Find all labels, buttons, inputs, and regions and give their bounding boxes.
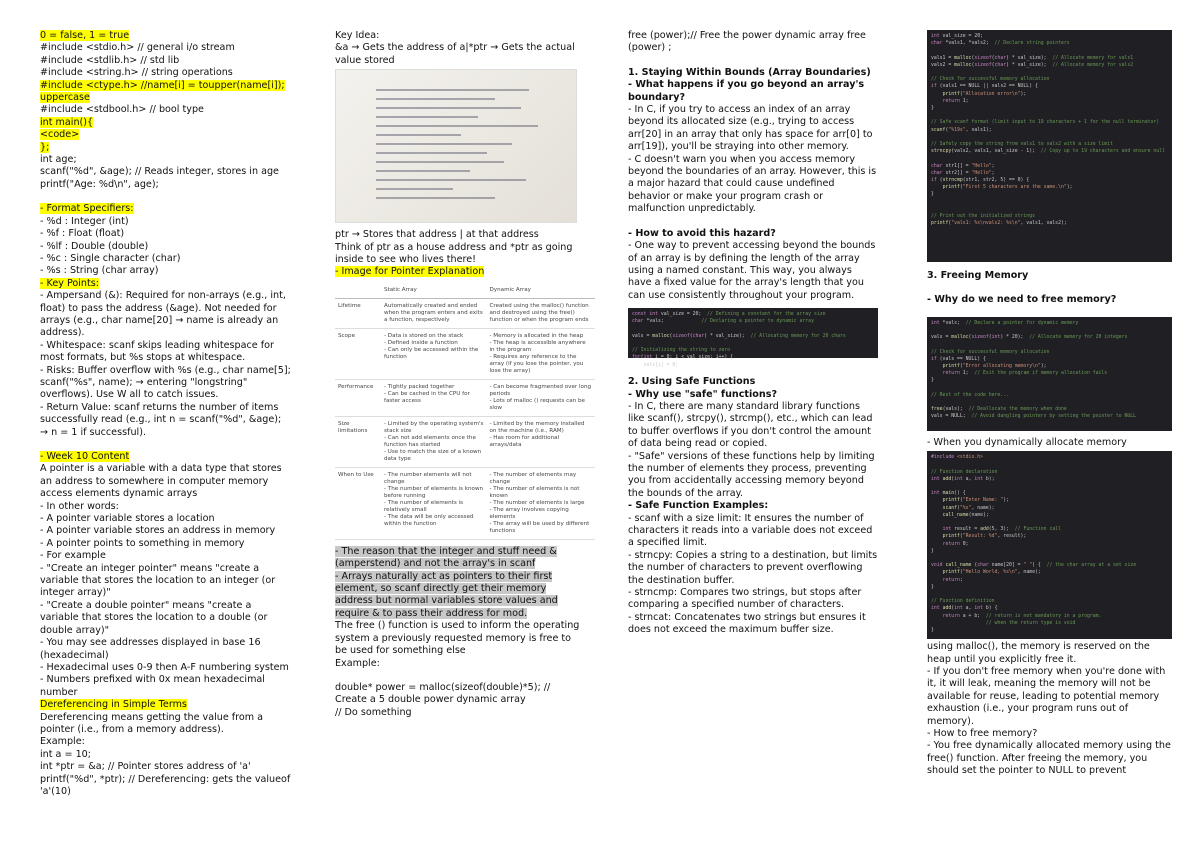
text-span: using malloc(), the memory is reserved on the heap until you explicitly free it. <box>927 641 1150 665</box>
text-span: - A pointer variable stores an address in memory <box>40 525 276 537</box>
text-span: Dereferencing means getting the value from a pointer (i.e., from a memory address). <box>40 711 264 735</box>
text-line <box>40 600 292 637</box>
text-span: int *ptr = &a; // Pointer stores address of 'a' <box>40 761 251 773</box>
text-span: - %lf : Double (double) <box>40 240 149 252</box>
text-span: - Key Points: <box>40 277 100 289</box>
text-line <box>335 571 580 621</box>
text-line <box>927 641 1172 666</box>
text-line <box>628 500 878 512</box>
text-line <box>40 154 292 166</box>
table-header-cell <box>335 283 381 299</box>
text-line <box>335 620 580 657</box>
text-line <box>335 266 580 278</box>
text-line <box>335 242 580 267</box>
code-snippet-free-memory: int *vals; // Declare a pointer for dynamic memory vals = malloc(sizeof(int) * 20); // Allocate memory for 20 integers // Check for successful memory allocation if (vals == NULL) { printf("Error allocating memory\n"); return 1; // Exit the program if memory allocation fails } // Rest of the code here... free(vals); // Deallocate the memory when done vals = NULL; // Avoid dangling pointers by setting the pointer to NULL <box>927 317 1172 431</box>
text-span: - What happens if you go beyond an array's boundary? <box>628 79 865 103</box>
text-span: 0 = false, 1 = true <box>40 30 130 41</box>
text-line <box>40 563 292 600</box>
text-line <box>927 740 1172 777</box>
text-span: ptr → Stores that address | at that address <box>335 229 539 241</box>
text-span: - In C, if you try to access an index of an array beyond its allocated size (e.g., trying to access arr[20] in an array that only has space for arr[0] to arr[19]), you'll be straying into other memory. <box>628 104 873 153</box>
text-span: - "Create an integer pointer" means "create a variable that stores the location to an integer (or integer array)" <box>40 562 276 599</box>
code-snippet-bounds: const int val_size = 20; // Defining a constant for the array size char *vals; // Declaring a pointer to dynamic array vals = malloc(sizeof(char) * val_size); // Allocating memory for 20 chars // Initializing the string to zero for(int i = 0; i < val_size; i++) { vals[i] = 0; <box>628 308 878 358</box>
text-span: - Format Specifiers: <box>40 203 134 215</box>
text-span: - When you dynamically allocate memory <box>927 436 1127 448</box>
table-cell: - The number of elements may change - The number of elements is not known - The number of elements is large - The array involves copying elements - The array will be used by different functions <box>486 467 595 539</box>
table-row <box>335 467 595 539</box>
text-span: - Hexadecimal uses 0-9 then A-F numbering system <box>40 661 289 673</box>
text-span: - %f : Float (float) <box>40 228 125 240</box>
text-span: - Image for Pointer Explanation <box>335 266 485 278</box>
text-span: #include <stdlib.h> // std lib <box>40 54 180 66</box>
text-line <box>335 682 580 707</box>
text-span: - If you don't free memory when you're done with it, it will leak, meaning the memory will not be available for reuse, leading to potential memory exhaustion (i.e., your program runs out of memory). <box>927 666 1166 727</box>
text-line <box>40 774 292 799</box>
pointer-notes-photo <box>335 69 577 223</box>
text-span: #include <string.h> // string operations <box>40 67 233 79</box>
text-line <box>628 612 878 637</box>
text-line <box>40 439 292 451</box>
text-span: - You free dynamically allocated memory using the free() function. After freeing the memory, you should set the pointer to NULL to prevent <box>927 740 1171 777</box>
handwriting-scribble <box>376 82 546 212</box>
text-line <box>40 501 292 513</box>
table-row <box>335 416 595 467</box>
text-line <box>335 229 580 241</box>
text-span: #include <ctype.h> //name[i] = toupper(name[i]); uppercase <box>40 79 285 104</box>
text-line <box>335 42 580 67</box>
text-line <box>628 587 878 612</box>
table-cell: - Tightly packed together - Can be cached in the CPU for faster access <box>381 379 486 416</box>
text-span: int age; <box>40 154 77 166</box>
table-cell: Scope <box>335 328 381 379</box>
table-row <box>335 379 595 416</box>
text-line <box>40 55 292 67</box>
text-span: - For example <box>40 550 106 562</box>
text-span: - Why use "safe" functions? <box>628 388 778 400</box>
text-line <box>335 546 580 571</box>
table-cell: - The number elements will not change - The number of elements is known before running - The number of elements is relatively small - The data will be only accessed within the function <box>381 467 486 539</box>
text-span: - How to avoid this hazard? <box>628 227 776 239</box>
text-span: - Return Value: scanf returns the number of items successfully read (e.g., int n = scanf("%d", &age); → n = 1 if successful). <box>40 401 282 438</box>
text-line <box>40 129 292 141</box>
text-line <box>40 80 292 105</box>
text-span: - %d : Integer (int) <box>40 215 129 227</box>
table-row <box>335 298 595 328</box>
text-line <box>40 42 292 54</box>
col2-after-table <box>335 546 580 719</box>
text-span: scanf("%d", &age); // Reads integer, stores in age <box>40 166 279 178</box>
text-span: A pointer is a variable with a data type that stores an address to somewhere in computer memory access elements dynamic arrays <box>40 463 282 500</box>
text-span: #include <stdio.h> // general i/o stream <box>40 42 235 54</box>
text-span: - Numbers prefixed with 0x mean hexadecimal number <box>40 674 265 698</box>
table-cell: - Limited by the operating system's stack size - Can not add elements once the function has started - Use to match the size of a known data type <box>381 416 486 467</box>
text-line <box>40 265 292 277</box>
text-span: The free () function is used to inform the operating system a previously requested memory is free to be used for something else <box>335 620 580 657</box>
text-span: - A pointer points to something in memory <box>40 537 245 549</box>
text-line <box>628 79 878 104</box>
text-line <box>40 203 292 215</box>
table-cell: - Can become fragmented over long periods - Lots of malloc () requests can be slow <box>486 379 595 416</box>
text-span: - strncat: Concatenates two strings but ensures it does not exceed the maximum buffer size. <box>628 611 866 636</box>
text-line <box>628 389 878 401</box>
column-2 <box>335 30 592 719</box>
text-line <box>628 67 878 79</box>
text-span: - Week 10 Content <box>40 451 130 462</box>
text-line <box>40 191 292 203</box>
col2-after-photo <box>335 229 580 279</box>
table-cell: Created using the malloc() function and destroyed using the free() function or when the program ends <box>486 298 595 328</box>
text-span: // Do something <box>335 706 412 718</box>
text-span: <code> <box>40 129 80 141</box>
text-span: - "Create a double pointer" means "create a variable that stores the location to a double (or double array)" <box>40 599 268 636</box>
text-span: - How to free memory? <box>927 728 1038 740</box>
text-line <box>40 104 292 116</box>
col1-lines <box>40 30 292 798</box>
text-span: - You may see addresses displayed in base 16 (hexadecimal) <box>40 637 261 661</box>
col4-end <box>927 641 1172 777</box>
text-span: Key Idea: <box>335 30 380 41</box>
text-line <box>40 699 292 711</box>
text-span: - "Safe" versions of these functions help by limiting the number of elements they process, preventing you from accidentally accessing memory beyond the bounds of the array. <box>628 450 875 499</box>
text-span: - One way to prevent accessing beyond the bounds of an array is by defining the length of the array using a named constant. This way, you always have a fixed value for the array's length that you can use consistently throughout your program. <box>628 240 876 301</box>
text-line <box>40 463 292 500</box>
text-span: - Arrays naturally act as pointers to their first element, so scanf directly get their memory address but normal variables store values and require & to pass their address for mod. <box>335 570 558 619</box>
text-line <box>40 216 292 228</box>
text-line <box>927 282 1172 294</box>
text-span: - In C, there are many standard library functions like scanf(), strcpy(), strcmp(), etc., which can lead to buffer overflows if you don't control the amount of data being read or copied. <box>628 400 873 450</box>
text-span: 1. Staying Within Bounds (Array Boundaries) <box>628 66 871 78</box>
text-line <box>628 240 878 302</box>
text-line <box>40 241 292 253</box>
text-line <box>40 451 292 463</box>
col4-mid <box>927 437 1172 449</box>
column-1 <box>40 30 292 798</box>
text-span: - The reason that the integer and stuff need &(amperstend) and not the array's in scanf <box>335 545 557 570</box>
table-cell: When to Use <box>335 467 381 539</box>
text-span: - scanf with a size limit: It ensures the number of characters it reads into a variable does not exceed a specified limit. <box>628 512 873 549</box>
text-line <box>628 451 878 501</box>
text-line <box>40 278 292 290</box>
static-vs-dynamic-table <box>335 283 595 540</box>
text-line <box>40 166 292 178</box>
text-span: - strncmp: Compares two strings, but stops after comparing a specified number of characters. <box>628 587 862 611</box>
table-cell: - Data is stored on the stack - Defined inside a function - Can only be accessed within the function <box>381 328 486 379</box>
text-span: - Risks: Buffer overflow with %s (e.g., char name[5]; scanf("%s", name); → entering "longstring" overflows). Use W all to catch issues. <box>40 364 291 401</box>
text-span: }; <box>40 141 50 153</box>
text-line <box>40 365 292 402</box>
text-line <box>40 749 292 761</box>
table-cell: Size limitations <box>335 416 381 467</box>
text-line <box>927 437 1172 449</box>
text-span: - C doesn't warn you when you access memory beyond the boundaries of an array. However, this is a major hazard that could cause undefined behavior or make your program crash or malfunction unpredictably. <box>628 153 877 215</box>
text-line <box>927 294 1172 306</box>
table-cell: - Limited by the memory installed on the machine (i.e., RAM) - Has room for additional arrays/data <box>486 416 595 467</box>
text-line <box>628 228 878 240</box>
text-span: int main(){ <box>40 116 94 128</box>
text-span: Example: <box>335 657 380 669</box>
text-span: &a → Gets the address of a|*ptr → Gets the actual value stored <box>335 42 575 66</box>
text-line <box>40 67 292 79</box>
text-line <box>40 30 292 42</box>
text-line <box>40 712 292 737</box>
table-header-cell: Static Array <box>381 283 486 299</box>
text-line <box>927 270 1172 282</box>
table-cell: - Memory is allocated in the heap - The heap is accessible anywhere in the program - Requires any reference to the array (if you lose the pointer, you lose the array) <box>486 328 595 379</box>
table-cell: Automatically created and ended when the program enters and exits a function, respectively <box>381 298 486 328</box>
table-cell: Performance <box>335 379 381 416</box>
text-line <box>628 154 878 216</box>
text-line <box>628 55 878 67</box>
text-line <box>40 402 292 439</box>
text-span: 3. Freeing Memory <box>927 270 1029 281</box>
text-line <box>335 707 580 719</box>
text-line <box>335 670 580 682</box>
table-cell: Lifetime <box>335 298 381 328</box>
text-span: Think of ptr as a house address and *ptr as going inside to see who lives there! <box>335 241 573 266</box>
text-span: - Safe Function Examples: <box>628 500 769 512</box>
text-line <box>927 666 1172 728</box>
table-header-cell: Dynamic Array <box>486 283 595 299</box>
text-span: - In other words: <box>40 500 119 512</box>
text-line <box>628 216 878 228</box>
text-line <box>40 340 292 365</box>
column-3 <box>628 30 878 637</box>
text-span: 2. Using Safe Functions <box>628 376 756 388</box>
text-line <box>40 142 292 154</box>
col4-section <box>927 270 1172 307</box>
text-line <box>335 30 580 42</box>
col2-intro <box>335 30 580 67</box>
table-row <box>335 328 595 379</box>
text-span: - Why do we need to free memory? <box>927 294 1117 306</box>
text-span: free (power);// Free the power dynamic array free (power) ; <box>628 30 866 54</box>
text-span: printf("Age: %d\n", age); <box>40 178 159 190</box>
col3-lines-2 <box>628 376 878 637</box>
text-span: #include <stdbool.h> // bool type <box>40 104 204 116</box>
text-span: printf("%d", *ptr); // Dereferencing: gets the valueof 'a'(10) <box>40 773 291 797</box>
text-line <box>40 513 292 525</box>
code-snippet-functions: #include <stdio.h> // Function declaration int add(int a, int b); int main() { printf("Enter Name: "); scanf("%s", name); call_name(name); int result = add(5, 3); // Function call printf("Result: %d", result); return 0; } void call_name (char name[20] = " ") { // the char array at a set size printf("Hello World, %s\n", name); return; } // Function definition int add(int a, int b) { return a + b; // return is not mandatory in a program. // when the return type is void } <box>927 451 1172 639</box>
text-span: - %c : Single character (char) <box>40 252 181 264</box>
text-line <box>628 513 878 550</box>
text-span: - Whitespace: scanf skips leading whitespace for most formats, but %s stops at whitespace. <box>40 339 274 364</box>
text-span: - A pointer variable stores a location <box>40 513 215 525</box>
text-line <box>40 253 292 265</box>
text-span: double* power = malloc(sizeof(double)*5); // Create a 5 double power dynamic array <box>335 681 551 706</box>
code-snippet-safe-functions: int val_size = 20; char *vals1, *vals2; // Declare string pointers vals1 = malloc(sizeof(char) * val_size); // Allocate memory for vals1 vals2 = malloc(sizeof(char) * val_size); // Allocate memory for vals2 // Check for successful memory allocation if (vals1 == NULL || vals2 == NULL) { printf("Allocation error\n"); return 1; } // Safe scanf format (limit input to 19 characters + 1 for the null terminator) scanf("%19s", vals1); // Safely copy the string from vals1 to vals2 with a size limit strncpy(vals2, vals1, val_size - 1); // Copy up to 19 characters and ensure null char str1[] = "Hello"; char str2[] = "Hello"; if (strncmp(str1, str2, 5) == 0) { printf("First 5 characters are the same.\n"); } // Print out the initialized strings printf("vals1: %s\nvals2: %s\n", vals1, vals2); <box>927 30 1172 262</box>
text-span: Dereferencing in Simple Terms <box>40 699 187 711</box>
col3-lines <box>628 30 878 302</box>
text-line <box>40 538 292 550</box>
text-line <box>628 550 878 587</box>
text-line <box>40 736 292 748</box>
text-span: - strncpy: Copies a string to a destination, but limits the number of characters to prevent overflowing the destination buffer. <box>628 549 878 586</box>
text-line <box>40 761 292 773</box>
text-span: - %s : String (char array) <box>40 265 159 277</box>
text-line <box>628 104 878 154</box>
text-span: int a = 10; <box>40 748 92 760</box>
text-line <box>40 550 292 562</box>
text-line <box>40 674 292 699</box>
text-line <box>40 290 292 340</box>
text-line <box>628 30 878 55</box>
text-line <box>628 376 878 388</box>
text-line <box>335 658 580 670</box>
text-line <box>40 228 292 240</box>
text-line <box>40 637 292 662</box>
text-span: Example: <box>40 736 85 748</box>
text-line <box>628 401 878 451</box>
text-line <box>927 728 1172 740</box>
column-4 <box>927 30 1172 778</box>
text-line <box>40 179 292 191</box>
text-span: - Ampersand (&): Required for non-arrays (e.g., int, float) to pass the address (&age). Not needed for arrays (e.g., char name[20] → name is already an address). <box>40 290 286 339</box>
text-line <box>40 662 292 674</box>
text-line <box>40 525 292 537</box>
text-line <box>40 117 292 129</box>
